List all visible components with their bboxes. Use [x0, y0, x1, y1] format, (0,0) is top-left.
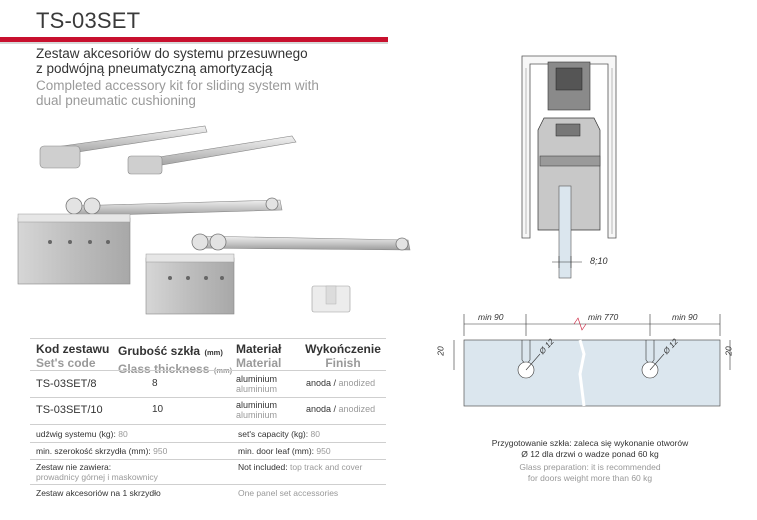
row-rule	[30, 424, 386, 425]
table-row	[0, 398, 388, 422]
dim-right: min 90	[672, 312, 698, 322]
header-en: Material	[236, 356, 282, 370]
prep-note-en: for doors weight more than 60 kg	[527, 473, 653, 483]
spec-value: 80	[118, 429, 128, 439]
row-rule	[30, 484, 386, 485]
material	[236, 374, 277, 394]
not-included-en	[238, 462, 362, 472]
material-pl: aluminium	[236, 400, 278, 410]
description-en-line: dual pneumatic cushioning	[36, 93, 196, 108]
prep-note-pl: Ø 12 dla drzwi o wadze ponad 60 kg	[521, 449, 659, 459]
material-pl: aluminium	[236, 374, 278, 384]
dim-height-right: 20	[723, 346, 734, 356]
capacity-pl	[36, 429, 128, 439]
capacity-en	[238, 429, 320, 439]
finish-en: anodized	[338, 378, 376, 388]
roller-trolley-2	[192, 234, 410, 250]
glass-prep-drawing	[430, 310, 752, 420]
header-unit: (mm)	[204, 348, 223, 357]
spec-value: 950	[153, 446, 168, 456]
dim-height-left: 20	[435, 346, 446, 356]
header-pl: Materiał	[236, 342, 282, 356]
dim-left: min 90	[478, 312, 504, 322]
panel-accessories-en: One panel set accessories	[238, 488, 339, 498]
spec-value: 80	[310, 429, 320, 439]
dim-middle: min 770	[588, 312, 619, 322]
col-header-finish	[304, 342, 382, 370]
product-photo	[0, 118, 430, 328]
page-title: TS-03SET	[36, 8, 141, 33]
cross-section-drawing	[512, 48, 632, 288]
spec-value: top track and cover	[290, 462, 363, 472]
finish: anoda / anodized	[306, 404, 376, 414]
spec-label: set's capacity (kg):	[238, 429, 309, 439]
min-width-pl	[36, 446, 167, 456]
spec-label: min. szerokość skrzydła (mm):	[36, 446, 151, 456]
col-header-material	[236, 342, 281, 370]
spec-label: min. door leaf (mm):	[238, 446, 315, 456]
table-top-rule	[30, 338, 386, 339]
top-roller	[548, 62, 590, 110]
glass-clamp-2	[146, 254, 234, 314]
header-en: Glass thickness	[118, 362, 210, 376]
header-unit: (mm)	[213, 366, 233, 375]
header-en: Finish	[325, 356, 361, 370]
row-rule	[30, 370, 386, 371]
prep-note-pl: Przygotowanie szkła: zaleca się wykonanie otworów	[491, 438, 689, 448]
roller-trolley-1	[66, 198, 282, 216]
finish-pl: anoda	[306, 404, 332, 414]
glass-prep-note	[440, 438, 740, 484]
spec-label: udźwig systemu (kg):	[36, 429, 116, 439]
spec-label: Zestaw nie zawiera:	[36, 462, 112, 472]
table-row	[0, 372, 388, 396]
set-code: TS-03SET/8	[36, 378, 97, 390]
finish-en: anodized	[338, 404, 376, 414]
hole-label-right: Ø 12	[661, 337, 680, 356]
gap-label: 8;10	[590, 256, 608, 266]
spec-value: 950	[316, 446, 331, 456]
glass-panel	[464, 340, 720, 406]
prep-note-en: Glass preparation: it is recommended	[519, 462, 661, 472]
header-pl: Wykończenie	[305, 342, 381, 356]
damper-rail-2	[128, 136, 296, 174]
spec-label: Not included:	[238, 462, 288, 472]
header-en: Set's code	[36, 356, 96, 370]
floor-guide	[312, 286, 350, 312]
header-pl: Kod zestawu	[36, 342, 110, 356]
material-en: aluminium	[236, 410, 278, 420]
finish: anoda / anodized	[306, 378, 376, 388]
hole-label-left: Ø 12	[537, 337, 556, 356]
glass-pane	[559, 186, 571, 278]
panel-accessories-pl: Zestaw akcesoriów na 1 skrzydło	[36, 488, 161, 498]
material	[236, 400, 277, 420]
header-pl: Grubość szkła	[118, 344, 201, 358]
glass-thickness: 10	[152, 404, 164, 415]
row-rule	[30, 442, 386, 443]
finish-pl: anoda	[306, 378, 332, 388]
set-code: TS-03SET/10	[36, 404, 103, 416]
glass-thickness: 8	[152, 378, 158, 389]
col-header-code	[36, 342, 109, 370]
spec-value: prowadnicy górnej i maskownicy	[36, 472, 158, 482]
description-pl-line: z podwójną pneumatyczną amortyzacją	[36, 61, 273, 76]
glass-clamp-1	[18, 214, 130, 284]
material-en: aluminium	[236, 384, 278, 394]
description-english	[36, 78, 319, 108]
description-pl-line: Zestaw akcesoriów do systemu przesuwnego	[36, 46, 308, 61]
description-en-line: Completed accessory kit for sliding system with	[36, 78, 319, 93]
accent-bar-shadow	[0, 42, 388, 44]
not-included-pl	[36, 462, 158, 482]
min-width-en	[238, 446, 331, 456]
row-rule	[30, 459, 386, 460]
description-polish	[36, 46, 308, 76]
